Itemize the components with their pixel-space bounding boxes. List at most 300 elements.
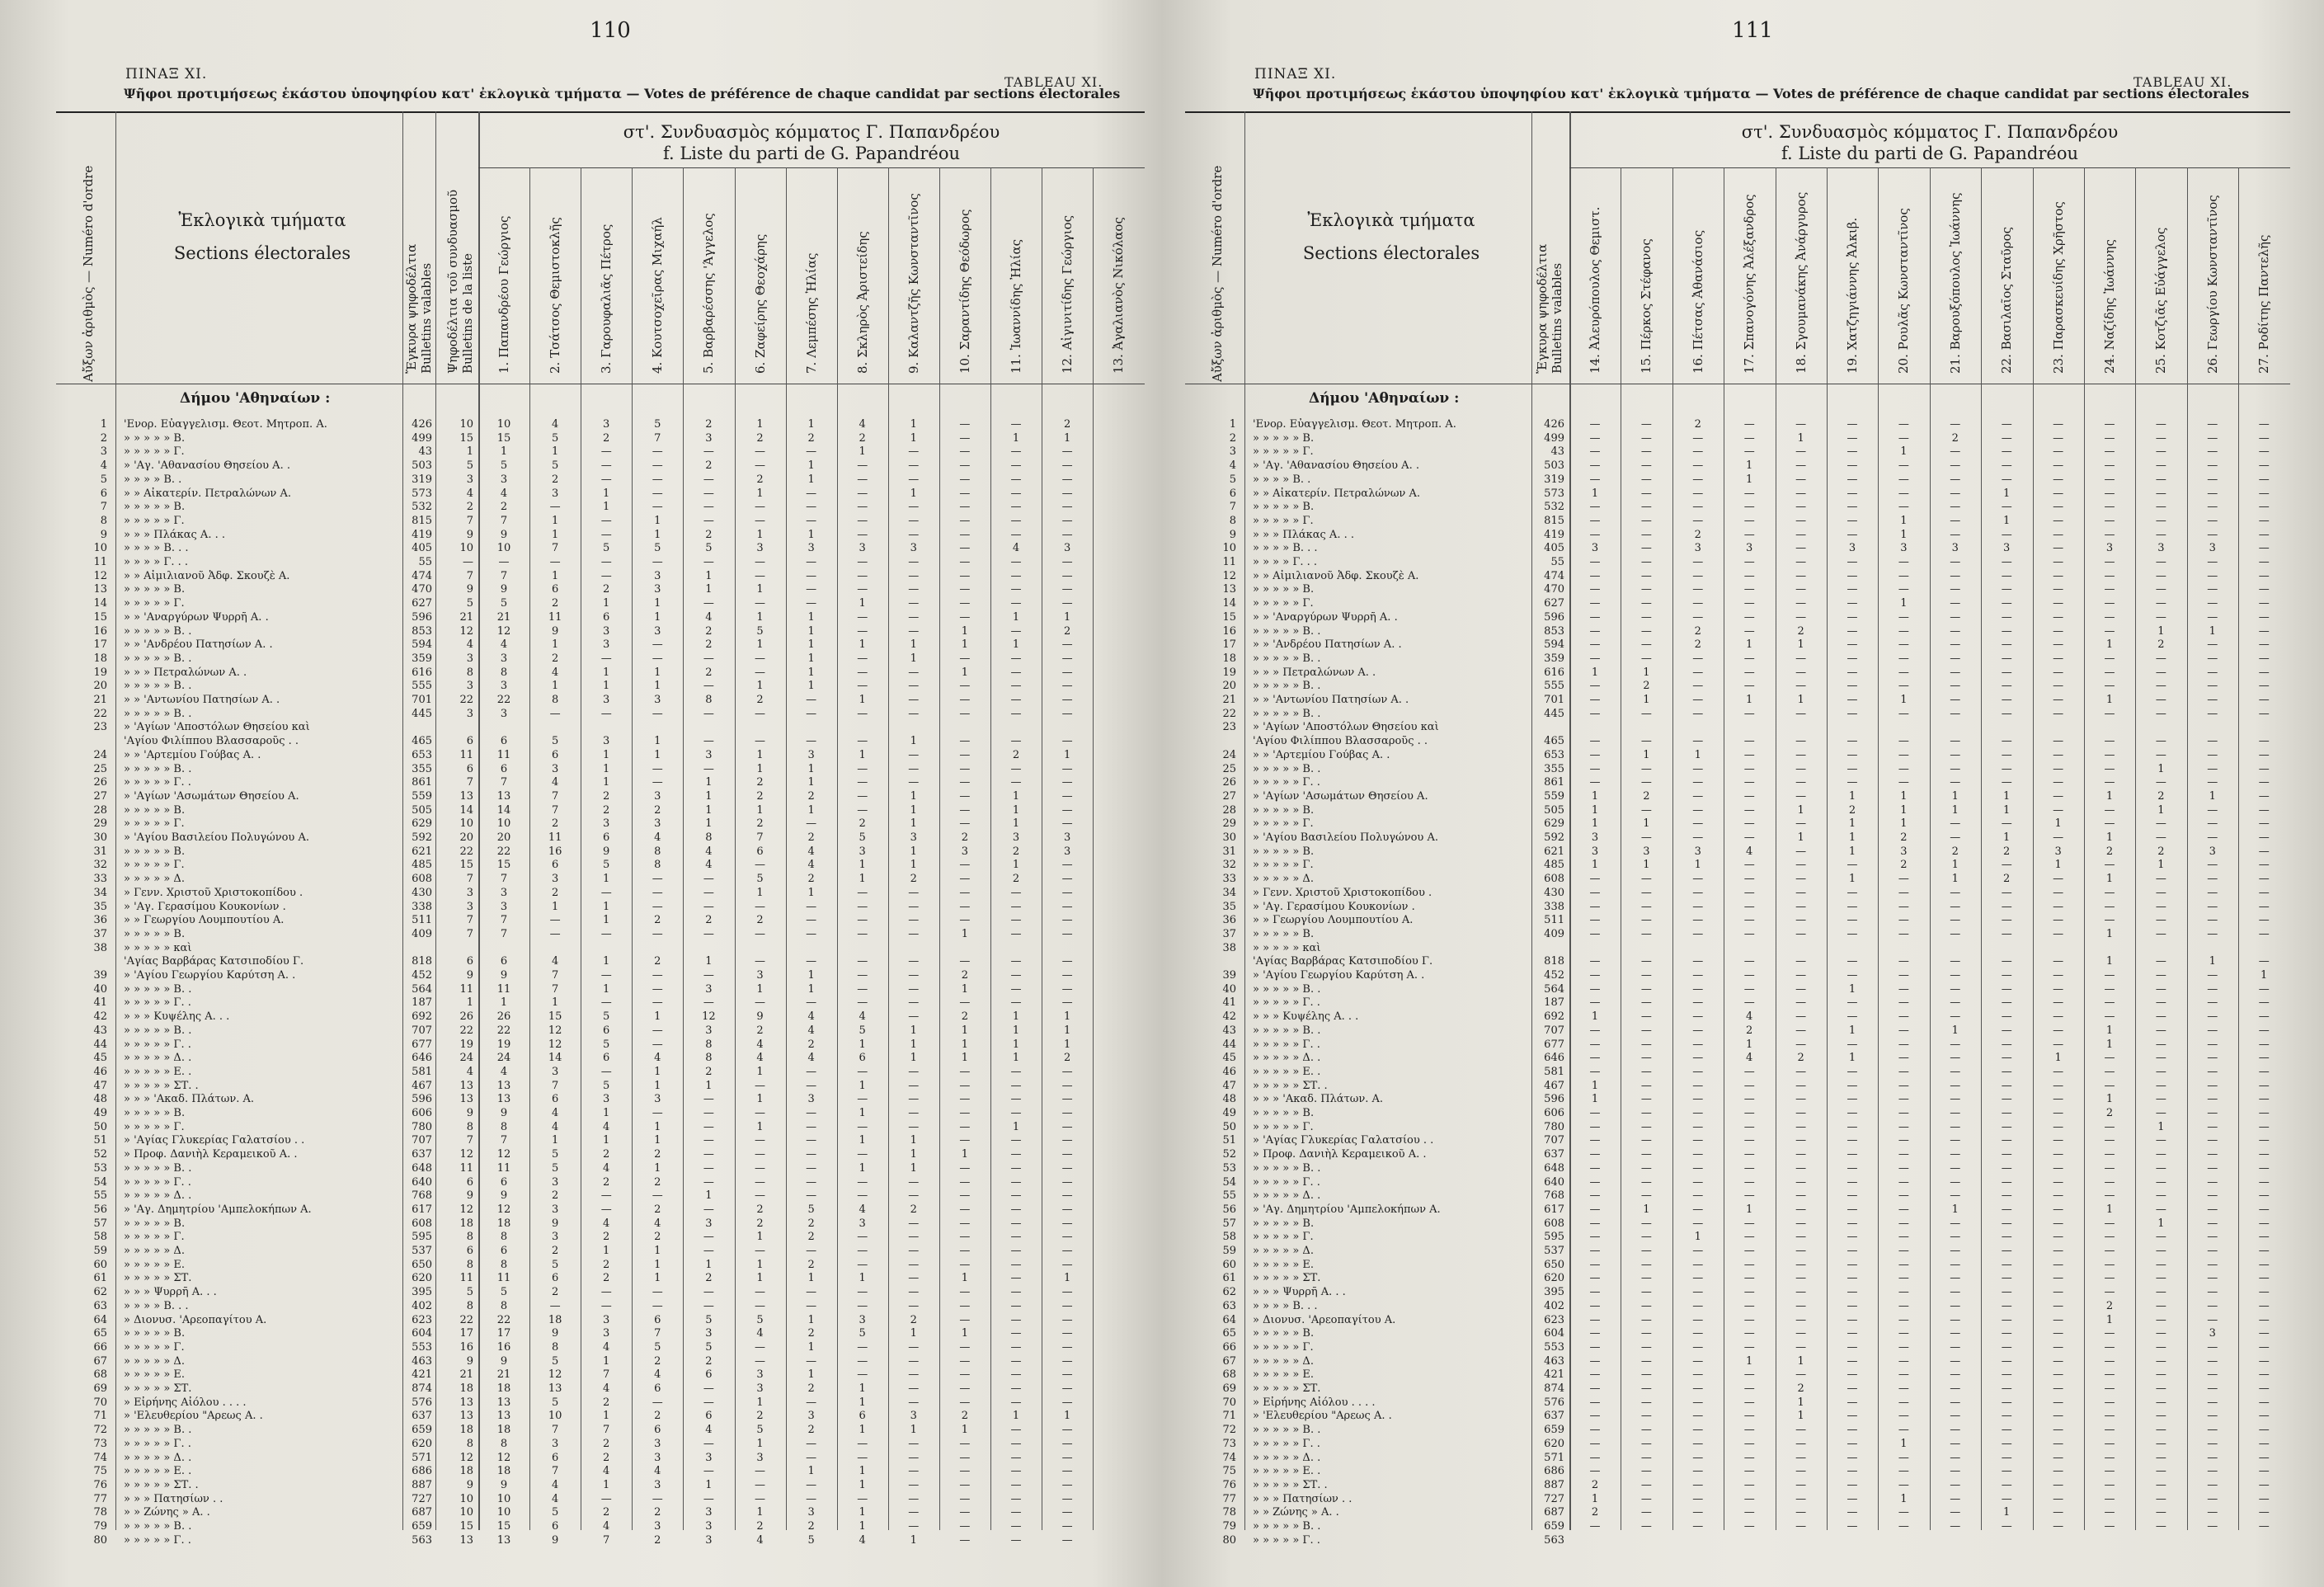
vote-cell: — xyxy=(1846,1203,1858,1216)
vote-cell: 2 xyxy=(603,1437,610,1450)
vote-cell: 1 xyxy=(603,487,610,500)
vote-cell: — xyxy=(703,1437,714,1450)
vote-cell: 1 xyxy=(603,1354,610,1368)
candidate-header: 14. Ἀλευρόπουλος Θεμιστ. xyxy=(1588,206,1602,374)
vote-cell: 1 xyxy=(705,817,713,831)
vote-cell: — xyxy=(1743,886,1755,899)
vote-cell: 1 xyxy=(654,1134,661,1147)
vote-cell: — xyxy=(1950,1272,1961,1285)
vote-cell: — xyxy=(1898,982,1909,996)
vote-cell: — xyxy=(908,1506,920,1519)
vote-cell: 3 xyxy=(500,886,508,899)
vote-cell: 1 xyxy=(1900,1492,1908,1505)
row-number: 27 xyxy=(93,789,107,803)
vote-cell: — xyxy=(1589,638,1601,652)
valid-ballots-value: 659 xyxy=(1544,1520,1564,1533)
vote-cell: — xyxy=(959,914,971,927)
vote-cell: 4 xyxy=(1746,1010,1753,1024)
row-number: 40 xyxy=(93,982,107,996)
vote-cell: — xyxy=(1795,1286,1807,1299)
vote-cell: 1 xyxy=(705,776,713,789)
vote-cell: — xyxy=(703,1148,714,1161)
vote-cell: 1 xyxy=(2003,1506,2011,1519)
vote-cell: 1 xyxy=(2105,638,2114,652)
vote-cell: — xyxy=(703,597,714,610)
vote-cell: — xyxy=(1846,1465,1858,1478)
vote-cell: 7 xyxy=(500,1134,508,1147)
valid-ballots-value: 532 xyxy=(1544,501,1564,514)
vote-cell: — xyxy=(959,1258,971,1271)
vote-cell: — xyxy=(2155,1189,2166,1203)
vote-cell: 1 xyxy=(1746,1038,1753,1051)
vote-cell: — xyxy=(857,982,868,996)
vote-cell: 1 xyxy=(1848,1052,1856,1065)
vote-cell: 3 xyxy=(1591,831,1599,844)
vote-cell: 2 xyxy=(603,803,610,817)
valid-ballots-value: 596 xyxy=(1544,1093,1564,1106)
vote-cell: 1 xyxy=(2105,1024,2114,1037)
vote-cell: — xyxy=(908,1451,920,1464)
vote-cell: — xyxy=(908,514,920,527)
vote-cell: — xyxy=(908,886,920,899)
vote-cell: — xyxy=(959,514,971,527)
vote-cell: — xyxy=(2258,473,2270,486)
vote-cell: 3 xyxy=(500,473,508,486)
vote-cell: 1 xyxy=(756,1506,764,1519)
vote-cell: — xyxy=(703,1107,714,1119)
vote-cell: — xyxy=(1640,1245,1652,1257)
vote-cell: — xyxy=(1589,1286,1601,1299)
vote-cell: — xyxy=(2053,597,2064,610)
row-number: 28 xyxy=(1222,803,1236,817)
vote-cell: — xyxy=(1743,445,1755,459)
vote-cell: — xyxy=(2104,680,2115,693)
vote-cell: — xyxy=(1795,1437,1807,1450)
row-number: 4 xyxy=(100,459,107,473)
vote-cell: 1 xyxy=(705,1189,713,1203)
section-name: » Διονυσ. 'Αρεοπαγίτου Α. xyxy=(124,1313,267,1326)
row-number: 1 xyxy=(1229,418,1236,431)
vote-cell: — xyxy=(1692,1299,1704,1312)
vote-cell: — xyxy=(1795,1120,1807,1133)
valid-ballots-value: 405 xyxy=(1544,542,1564,555)
valid-ballots-value: 573 xyxy=(1544,487,1564,500)
vote-cell: 19 xyxy=(496,1038,511,1051)
vote-cell: — xyxy=(1743,431,1755,445)
list-ballots-value: 3 xyxy=(466,900,473,913)
section-name: » » » » » Β. xyxy=(1253,803,1315,817)
vote-cell: 3 xyxy=(756,969,764,982)
vote-cell: 2 xyxy=(1951,431,1959,445)
row-number: 28 xyxy=(93,803,107,817)
vote-cell: — xyxy=(1743,762,1755,775)
vote-cell: — xyxy=(2155,1410,2166,1423)
vote-cell: — xyxy=(857,1492,868,1505)
vote-cell: 12 xyxy=(548,1038,562,1051)
vote-cell: — xyxy=(1589,1038,1601,1051)
vote-cell: — xyxy=(2258,487,2270,500)
vote-cell: 2 xyxy=(705,1354,713,1368)
vote-cell: — xyxy=(1795,501,1807,514)
valid-ballots-value: 470 xyxy=(412,583,432,596)
vote-cell: — xyxy=(1950,1052,1961,1065)
vote-cell: — xyxy=(2207,1286,2218,1299)
section-name: » » » » » Γ. . xyxy=(1253,776,1320,789)
vote-cell: — xyxy=(2053,914,2064,927)
right-table xyxy=(1185,111,2290,1547)
vote-cell: — xyxy=(959,1478,971,1491)
vote-cell: — xyxy=(2104,459,2115,473)
vote-cell: — xyxy=(549,927,561,940)
vote-cell: — xyxy=(1640,1231,1652,1244)
vote-cell: 9 xyxy=(756,1010,764,1024)
vote-cell: 4 xyxy=(859,1533,866,1547)
vote-cell: 5 xyxy=(756,1313,764,1326)
row-number: 12 xyxy=(1222,569,1236,582)
section-name: » » » » » ΣΤ. xyxy=(1253,1382,1321,1395)
section-name: » » » Πλάκας Α. . . xyxy=(1253,528,1354,541)
vote-cell: 2 xyxy=(603,1175,610,1189)
valid-ballots-value: 616 xyxy=(1544,666,1564,679)
row-number: 52 xyxy=(1222,1148,1236,1161)
vote-cell: 2 xyxy=(603,1258,610,1271)
vote-cell: — xyxy=(2053,1327,2064,1340)
vote-cell: — xyxy=(1846,735,1858,748)
vote-cell: — xyxy=(1010,1396,1022,1409)
vote-cell: — xyxy=(1846,445,1858,459)
sections-header xyxy=(1251,204,1531,270)
vote-cell: — xyxy=(1950,886,1961,899)
vote-cell: — xyxy=(1846,638,1858,652)
section-name: » » » » » Β. xyxy=(124,501,186,514)
vote-cell: — xyxy=(2053,1079,2064,1092)
vote-cell: 1 xyxy=(2003,803,2011,817)
vote-cell: — xyxy=(1692,886,1704,899)
vote-cell: 1 xyxy=(1797,431,1804,445)
vote-cell: 1 xyxy=(1012,789,1020,803)
vote-cell: — xyxy=(1846,610,1858,624)
vote-cell: — xyxy=(2001,1465,2012,1478)
vote-cell: 1 xyxy=(1012,1038,1020,1051)
vote-cell: — xyxy=(1898,735,1909,748)
vote-cell: 8 xyxy=(551,694,559,706)
vote-cell: — xyxy=(2207,927,2218,940)
candidate-header: 10. Σαραντίδης Θεόδωρος xyxy=(957,209,972,374)
vote-cell: — xyxy=(857,583,868,596)
table-label-french: TABLEAU XI. xyxy=(1004,74,1103,90)
row-number: 22 xyxy=(93,707,107,720)
vote-cell: — xyxy=(1589,431,1601,445)
vote-cell: — xyxy=(2258,1299,2270,1312)
section-name: » » » » » Β. xyxy=(1253,927,1315,940)
vote-cell: — xyxy=(1010,1203,1022,1216)
vote-cell: — xyxy=(2053,1520,2064,1533)
vote-cell: — xyxy=(600,1492,612,1505)
vote-cell: 3 xyxy=(910,542,917,555)
vote-cell: — xyxy=(2104,445,2115,459)
section-name: » » » » » ΣΤ. xyxy=(124,1382,192,1395)
vote-cell: — xyxy=(1589,610,1601,624)
vote-cell: 1 xyxy=(910,735,917,748)
vote-cell: — xyxy=(908,610,920,624)
valid-ballots-value: 606 xyxy=(1544,1107,1564,1119)
column-divider xyxy=(2135,167,2136,1530)
vote-cell: — xyxy=(2053,556,2064,568)
vote-cell: 2 xyxy=(603,1148,610,1161)
vote-cell: 1 xyxy=(1951,789,1959,803)
row-number: 14 xyxy=(93,597,107,610)
vote-cell: — xyxy=(1640,1354,1652,1368)
vote-cell: — xyxy=(2258,955,2270,968)
row-number: 18 xyxy=(1222,652,1236,665)
vote-cell: 1 xyxy=(807,1272,815,1285)
column-divider xyxy=(888,167,889,1530)
vote-cell: — xyxy=(1898,1107,1909,1119)
vote-cell: — xyxy=(1898,873,1909,886)
row-number: 72 xyxy=(1222,1424,1236,1437)
vote-cell: — xyxy=(1010,996,1022,1010)
vote-cell: — xyxy=(1640,1313,1652,1326)
vote-cell: 12 xyxy=(496,1203,511,1216)
vote-cell: — xyxy=(1743,735,1755,748)
vote-cell: — xyxy=(806,1189,817,1203)
vote-cell: 1 xyxy=(1012,859,1020,872)
vote-cell: — xyxy=(2104,1396,2115,1409)
vote-cell: 4 xyxy=(551,666,559,679)
vote-cell: — xyxy=(857,1175,868,1189)
vote-cell: 1 xyxy=(1900,1437,1908,1450)
vote-cell: — xyxy=(1692,982,1704,996)
vote-cell: — xyxy=(2258,900,2270,913)
vote-cell: — xyxy=(1692,1424,1704,1437)
vote-cell: 6 xyxy=(603,610,610,624)
vote-cell: 2 xyxy=(807,789,815,803)
vote-cell: 1 xyxy=(859,1134,866,1147)
vote-cell: 1 xyxy=(1951,803,1959,817)
vote-cell: — xyxy=(1795,1231,1807,1244)
vote-cell: 1 xyxy=(1591,817,1599,831)
vote-cell: 6 xyxy=(500,1175,508,1189)
vote-cell: — xyxy=(1795,1148,1807,1161)
vote-cell: — xyxy=(1692,969,1704,982)
vote-cell: — xyxy=(2207,1272,2218,1285)
vote-cell: 16 xyxy=(548,845,562,858)
vote-cell: — xyxy=(2053,1107,2064,1119)
vote-cell: — xyxy=(2207,1245,2218,1257)
section-name: » » 'Αρτεμίου Γούβας Α. . xyxy=(124,748,261,761)
vote-cell: — xyxy=(2104,1424,2115,1437)
row-number: 2 xyxy=(100,431,107,445)
section-name: » » » » » Γ. xyxy=(1253,597,1314,610)
vote-cell: — xyxy=(1010,914,1022,927)
list-ballots-value: 1 xyxy=(466,996,473,1010)
valid-ballots-value: 409 xyxy=(1544,927,1564,940)
column-divider xyxy=(1878,167,1879,1530)
vote-cell: — xyxy=(1640,1478,1652,1491)
vote-cell: 1 xyxy=(859,445,866,459)
vote-cell: — xyxy=(2258,652,2270,665)
vote-cell: — xyxy=(959,955,971,968)
vote-cell: — xyxy=(1795,418,1807,431)
vote-cell: — xyxy=(959,1161,971,1175)
vote-cell: — xyxy=(2053,1120,2064,1133)
vote-cell: — xyxy=(1846,1134,1858,1147)
vote-cell: — xyxy=(2001,680,2012,693)
candidate-header: 12. Αἰγινιτίδης Γεώργιος xyxy=(1060,214,1075,374)
valid-ballots-value: 616 xyxy=(412,666,432,679)
vote-cell: — xyxy=(600,473,612,486)
municipality-heading: Δήμου 'Αθηναίων : xyxy=(180,390,331,407)
vote-cell: 17 xyxy=(496,1327,511,1340)
vote-cell: 22 xyxy=(496,1024,511,1037)
vote-cell: 1 xyxy=(551,569,559,582)
vote-cell: — xyxy=(2207,487,2218,500)
valid-ballots-value: 780 xyxy=(412,1120,432,1133)
vote-cell: — xyxy=(2258,1258,2270,1271)
vote-cell: — xyxy=(755,1465,765,1478)
vote-cell: — xyxy=(806,597,817,610)
vote-cell: — xyxy=(857,735,868,748)
vote-cell: 1 xyxy=(2209,955,2216,968)
vote-cell: — xyxy=(2207,1038,2218,1051)
vote-cell: 1 xyxy=(961,1272,969,1285)
vote-cell: 15 xyxy=(548,1010,562,1024)
vote-cell: 5 xyxy=(654,1340,661,1354)
vote-cell: — xyxy=(959,1533,971,1547)
vote-cell: — xyxy=(2053,748,2064,761)
vote-cell: — xyxy=(652,1299,663,1312)
valid-ballots-value: 581 xyxy=(412,1065,432,1078)
vote-cell: — xyxy=(908,914,920,927)
vote-cell: — xyxy=(806,955,817,968)
vote-cell: 2 xyxy=(705,666,713,679)
vote-cell: — xyxy=(1692,789,1704,803)
vote-cell: — xyxy=(2258,831,2270,844)
vote-cell: — xyxy=(1589,1175,1601,1189)
valid-ballots-value: 421 xyxy=(1544,1368,1564,1382)
vote-cell: — xyxy=(1898,886,1909,899)
list-ballots-value: 3 xyxy=(466,707,473,720)
vote-cell: — xyxy=(2155,1010,2166,1024)
vote-cell: — xyxy=(1950,1038,1961,1051)
vote-cell: 1 xyxy=(1012,431,1020,445)
valid-ballots-value: 426 xyxy=(1544,418,1564,431)
valid-ballots-value: 853 xyxy=(412,624,432,638)
vote-cell: — xyxy=(1640,914,1652,927)
list-ballots-value: 7 xyxy=(466,569,473,582)
vote-cell: — xyxy=(1743,1107,1755,1119)
vote-cell: — xyxy=(1846,1424,1858,1437)
vote-cell: 20 xyxy=(496,831,511,844)
vote-cell: 2 xyxy=(2157,845,2165,858)
vote-cell: — xyxy=(1795,1189,1807,1203)
section-name: » 'Ελευθερίου "Αρεως Α. . xyxy=(124,1410,263,1423)
vote-cell: — xyxy=(1795,927,1807,940)
vote-cell: 18 xyxy=(496,1217,511,1230)
row-number: 15 xyxy=(93,610,107,624)
vote-cell: — xyxy=(1795,1093,1807,1106)
vote-cell: — xyxy=(1950,1148,1961,1161)
row-number: 31 xyxy=(1222,845,1236,858)
vote-cell: — xyxy=(1950,569,1961,582)
valid-ballots-value: 532 xyxy=(412,501,432,514)
vote-cell: — xyxy=(2207,1520,2218,1533)
vote-cell: — xyxy=(1589,1231,1601,1244)
vote-cell: — xyxy=(1589,1340,1601,1354)
candidate-header: 15. Πέρκος Στέφανος xyxy=(1639,238,1654,374)
vote-cell: — xyxy=(1950,1437,1961,1450)
vote-cell: — xyxy=(1640,1093,1652,1106)
vote-cell: — xyxy=(908,900,920,913)
section-name: » » » » » καὶ xyxy=(124,941,192,954)
vote-cell: 2 xyxy=(603,1231,610,1244)
vote-cell: — xyxy=(857,1093,868,1106)
row-number: 12 xyxy=(93,569,107,582)
vote-cell: 3 xyxy=(654,817,661,831)
vote-cell: 1 xyxy=(1012,1010,1020,1024)
vote-cell: 1 xyxy=(961,624,969,638)
vote-cell: — xyxy=(2104,1340,2115,1354)
vote-cell: — xyxy=(2207,1161,2218,1175)
vote-cell: — xyxy=(806,1134,817,1147)
vote-cell: — xyxy=(806,996,817,1010)
vote-cell: — xyxy=(1846,597,1858,610)
list-ballots-value: 5 xyxy=(466,597,473,610)
vote-cell: — xyxy=(1898,1245,1909,1257)
vote-cell: — xyxy=(2053,762,2064,775)
valid-ballots-value: 646 xyxy=(412,1052,432,1065)
vote-cell: 3 xyxy=(2105,542,2114,555)
vote-cell: — xyxy=(2258,1340,2270,1354)
vote-cell: — xyxy=(1589,583,1601,596)
vote-cell: — xyxy=(1010,569,1022,582)
vote-cell: — xyxy=(2155,1368,2166,1382)
valid-ballots-value: 653 xyxy=(1544,748,1564,761)
section-name: » 'Αγίου Βασιλείου Πολυγώνου Α. xyxy=(1253,831,1438,844)
vote-cell: — xyxy=(2258,996,2270,1010)
vote-cell: 1 xyxy=(1848,831,1856,844)
vote-cell: 6 xyxy=(551,583,559,596)
vote-cell: 2 xyxy=(807,1327,815,1340)
vote-cell: — xyxy=(1846,569,1858,582)
vote-cell: 1 xyxy=(1694,1231,1701,1244)
vote-cell: — xyxy=(908,748,920,761)
vote-cell: 2 xyxy=(603,1451,610,1464)
vote-cell: — xyxy=(703,707,714,720)
vote-cell: — xyxy=(1743,528,1755,541)
vote-cell: — xyxy=(600,1203,612,1216)
valid-ballots-value: 485 xyxy=(412,859,432,872)
vote-cell: 3 xyxy=(654,789,661,803)
section-name: » » » » » Β. xyxy=(124,845,186,858)
vote-cell: — xyxy=(2258,610,2270,624)
column-divider xyxy=(1981,167,1982,1530)
vote-cell: — xyxy=(2104,1010,2115,1024)
valid-ballots-value: 604 xyxy=(412,1327,432,1340)
vote-cell: 1 xyxy=(910,1533,917,1547)
list-ballots-value: 8 xyxy=(466,1120,473,1133)
vote-cell: — xyxy=(1061,1354,1073,1368)
row-number: 35 xyxy=(1222,900,1236,913)
vote-cell: — xyxy=(1898,1368,1909,1382)
vote-cell: 1 xyxy=(859,597,866,610)
vote-cell: — xyxy=(2155,1148,2166,1161)
vote-cell: 5 xyxy=(551,1258,559,1271)
vote-cell: — xyxy=(1846,1340,1858,1354)
vote-cell: 3 xyxy=(603,694,610,706)
vote-cell: — xyxy=(1640,418,1652,431)
vote-cell: — xyxy=(1898,1354,1909,1368)
